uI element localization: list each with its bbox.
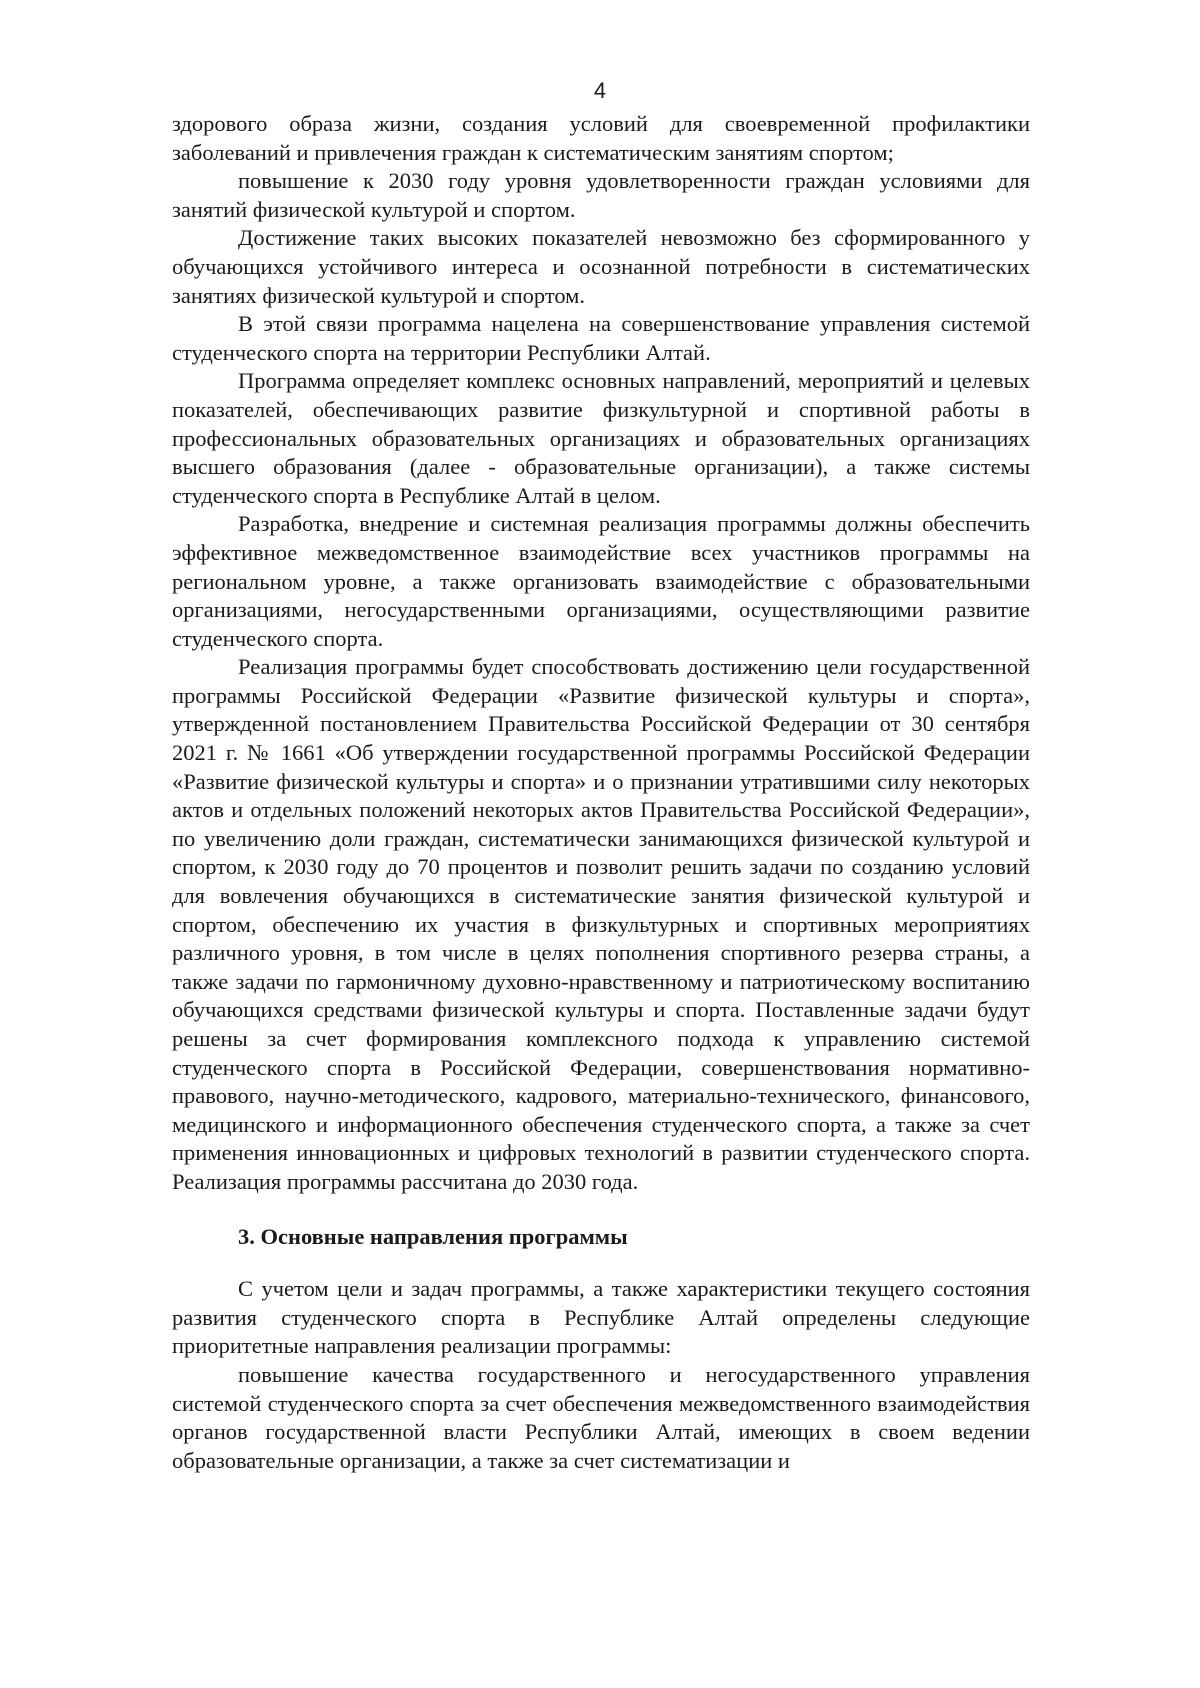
page-number: 4 <box>593 78 607 103</box>
paragraph: В этой связи программа нацелена на совершенствование управления системой студенческого спорта на территории Республики Алтай. <box>172 311 1030 365</box>
paragraph: Реализация программы будет способствовать достижению цели государственной программы Российской Федерации «Развитие физической культуры и спорта», утвержденной постановлением Правительства Российской Федерации от 30 сентября 2021 г. № 1661 «Об утверждении государственной программы Российской Федерации «Развитие физической культуры и спорта» и о признании утратившими силу некоторых актов и отдельных положений некоторых актов Правительства Российской Федерации», по увеличению доли граждан, систематически занимающихся физической культурой и спортом, к 2030 году до 70 процентов и позволит решить задачи по созданию условий для вовлечения обучающихся в систематические занятия физической культурой и спортом, обеспечению их участия в физкультурных и спортивных мероприятиях различного уровня, в том числе в целях пополнения спортивного резерва страны, а также задачи по гармоничному духовно-нравственному и патриотическому воспитанию обучающихся средствами физической культуры и спорта. Поставленные задачи будут решены за счет формирования комплексного подхода к управлению системой студенческого спорта в Российской Федерации, совершенствования нормативно-правового, научно-методического, кадрового, материально-технического, финансового, медицинского и информационного обеспечения студенческого спорта, а также за счет применения инновационных и цифровых технологий в развитии студенческого спорта. Реализация программы рассчитана до 2030 года. <box>172 654 1030 1194</box>
paragraph: С учетом цели и задач программы, а также характеристики текущего состояния развития студенческого спорта в Республике Алтай определены следующие приоритетные направления реализации программы: <box>172 1276 1030 1359</box>
document-body <box>172 110 1030 1475</box>
paragraph: Разработка, внедрение и системная реализация программы должны обеспечить эффективное межведомственное взаимодействие всех участников программы на региональном уровне, а также организовать взаимодействие с образовательными организациями, негосударственными организациями, осуществляющими развитие студенческого спорта. <box>172 511 1030 651</box>
section-heading: 3. Основные направления программы <box>238 1223 628 1249</box>
paragraph: Программа определяет комплекс основных направлений, мероприятий и целевых показателей, обеспечивающих развитие физкультурной и спортивной работы в профессиональных образовательных организациях и образовательных организациях высшего образования (далее - образовательные организации), а также системы студенческого спорта в Республике Алтай в целом. <box>172 368 1030 508</box>
paragraph: повышение к 2030 году уровня удовлетворенности граждан условиями для занятий физической культурой и спортом. <box>172 168 1030 222</box>
paragraph-continuation: здорового образа жизни, создания условий для своевременной профилактики заболеваний и привлечения граждан к систематическим занятиям спортом; <box>172 111 1030 165</box>
paragraph: повышение качества государственного и негосударственного управления системой студенческого спорта за счет обеспечения межведомственного взаимодействия органов государственной власти Республики Алтай, имеющих в своем ведении образовательные организации, а также за счет систематизации и <box>172 1361 1030 1473</box>
paragraph: Достижение таких высоких показателей невозможно без сформированного у обучающихся устойчивого интереса и осознанной потребности в систематических занятиях физической культурой и спортом. <box>172 225 1030 308</box>
